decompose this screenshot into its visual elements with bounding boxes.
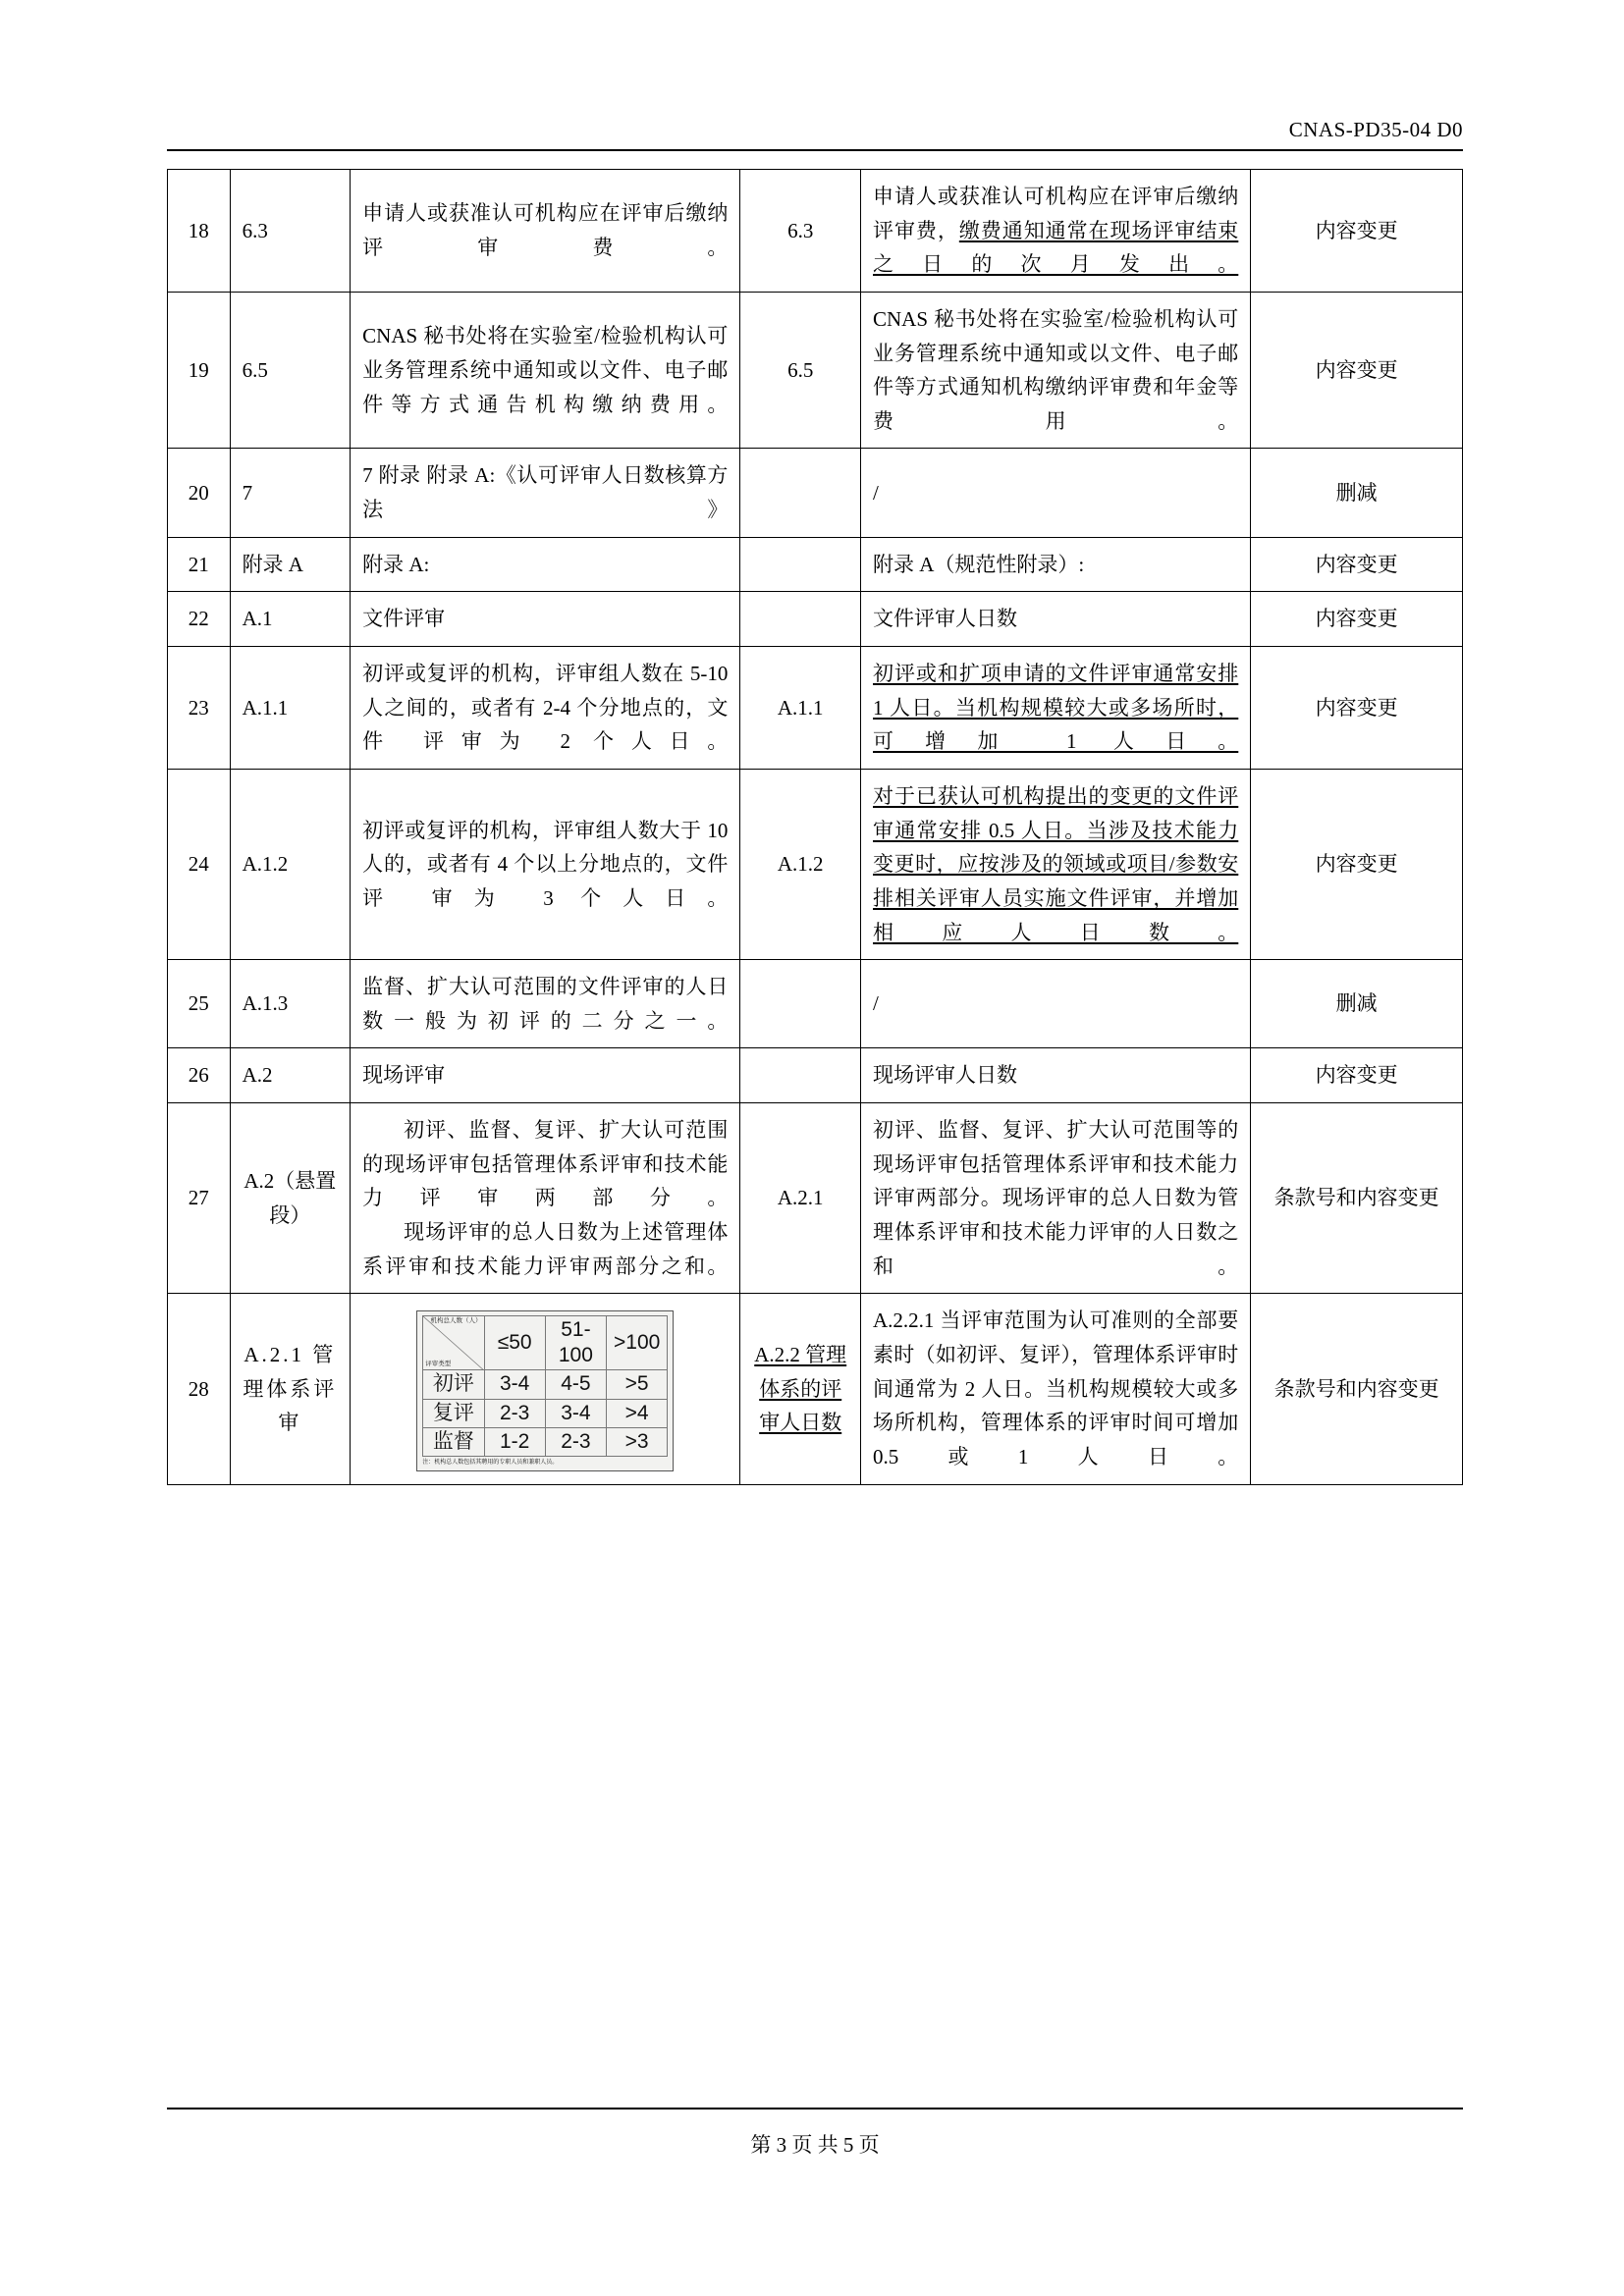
embedded-person-day-table bbox=[416, 1310, 674, 1471]
table-row bbox=[168, 592, 1463, 647]
new-clause-number bbox=[740, 537, 861, 592]
mini-table-note: 注：机构总人数包括其聘用的专职人员和兼职人员。 bbox=[422, 1460, 559, 1467]
new-content: 初评或和扩项申请的文件评审通常安排 1 人日。当机构规模较大或多场所时，可增加 1 人日。 bbox=[861, 647, 1251, 770]
row-number: 26 bbox=[168, 1048, 231, 1103]
new-clause-number bbox=[740, 1048, 861, 1103]
table-row bbox=[168, 449, 1463, 537]
mini-cell: 2-3 bbox=[545, 1427, 606, 1456]
new-clause-number: A.1.1 bbox=[740, 647, 861, 770]
new-content-revised: 缴费通知通常在现场评审结束之日的次月发出。 bbox=[873, 218, 1239, 277]
old-content: CNAS 秘书处将在实验室/检验机构认可业务管理系统中通知或以文件、电子邮件等方式通告机构缴纳费用。 bbox=[351, 292, 740, 449]
old-content-paragraph-1: 初评、监督、复评、扩大认可范围的现场评审包括管理体系评审和技术能力评审两部分。 bbox=[362, 1118, 729, 1210]
new-content: / bbox=[861, 449, 1251, 537]
table-row bbox=[168, 292, 1463, 449]
old-clause-number: A.1.3 bbox=[230, 960, 351, 1048]
old-clause-number: A.1.2 bbox=[230, 769, 351, 959]
table-row bbox=[168, 769, 1463, 959]
change-type: 删减 bbox=[1251, 449, 1463, 537]
footer-divider bbox=[167, 2108, 1463, 2109]
row-number: 28 bbox=[168, 1294, 231, 1484]
mini-row-label: 初评 bbox=[423, 1370, 484, 1399]
mini-col-header: 51-100 bbox=[545, 1315, 606, 1370]
old-clause-number: 7 bbox=[230, 449, 351, 537]
row-number: 21 bbox=[168, 537, 231, 592]
revision-comparison-table bbox=[167, 169, 1463, 1485]
old-content: 文件评审 bbox=[351, 592, 740, 647]
new-content: CNAS 秘书处将在实验室/检验机构认可业务管理系统中通知或以文件、电子邮件等方式通知机构缴纳评审费和年金等费用。 bbox=[861, 292, 1251, 449]
row-number: 19 bbox=[168, 292, 231, 449]
table-row bbox=[168, 647, 1463, 770]
old-clause-number: A.2（悬置段） bbox=[230, 1103, 351, 1294]
new-clause-number: 6.5 bbox=[740, 292, 861, 449]
row-number: 25 bbox=[168, 960, 231, 1048]
table-corner-header bbox=[423, 1315, 484, 1370]
mini-cell: 4-5 bbox=[545, 1370, 606, 1399]
change-type: 内容变更 bbox=[1251, 769, 1463, 959]
change-type: 删减 bbox=[1251, 960, 1463, 1048]
new-content: 附录 A（规范性附录）: bbox=[861, 537, 1251, 592]
old-clause-number: 6.3 bbox=[230, 170, 351, 293]
change-type: 内容变更 bbox=[1251, 292, 1463, 449]
row-number: 18 bbox=[168, 170, 231, 293]
mini-cell: 1-2 bbox=[484, 1427, 545, 1456]
header-divider bbox=[167, 149, 1463, 151]
new-clause-number: A.2.1 bbox=[740, 1103, 861, 1294]
mini-col-header: ≤50 bbox=[484, 1315, 545, 1370]
mini-cell: 3-4 bbox=[545, 1399, 606, 1427]
old-content-figure bbox=[351, 1294, 740, 1484]
change-type: 条款号和内容变更 bbox=[1251, 1294, 1463, 1484]
change-type: 内容变更 bbox=[1251, 647, 1463, 770]
row-number: 22 bbox=[168, 592, 231, 647]
change-type: 内容变更 bbox=[1251, 1048, 1463, 1103]
table-row bbox=[168, 1048, 1463, 1103]
mini-cell: >5 bbox=[607, 1370, 668, 1399]
new-content: 现场评审人日数 bbox=[861, 1048, 1251, 1103]
new-clause-number bbox=[740, 592, 861, 647]
page-footer: 第 3 页 共 5 页 bbox=[750, 2133, 880, 2157]
row-number: 20 bbox=[168, 449, 231, 537]
old-content: 附录 A: bbox=[351, 537, 740, 592]
old-content-paragraph-2: 现场评审的总人日数为上述管理体系评审和技术能力评审两部分之和。 bbox=[362, 1220, 729, 1278]
mini-cell: 2-3 bbox=[484, 1399, 545, 1427]
mini-cell: >4 bbox=[607, 1399, 668, 1427]
change-type: 内容变更 bbox=[1251, 537, 1463, 592]
mini-cell: >3 bbox=[607, 1427, 668, 1456]
row-number: 27 bbox=[168, 1103, 231, 1294]
change-type: 条款号和内容变更 bbox=[1251, 1103, 1463, 1294]
old-clause-number: 6.5 bbox=[230, 292, 351, 449]
table-row bbox=[168, 170, 1463, 293]
old-content: 申请人或获准认可机构应在评审后缴纳评审费。 bbox=[351, 170, 740, 293]
new-content: 对于已获认可机构提出的变更的文件评审通常安排 0.5 人日。当涉及技术能力变更时，应按涉及的领域或项目/参数安排相关评审人员实施文件评审，并增加相应人日数。 bbox=[861, 769, 1251, 959]
new-content-plain: 申请人或获准认可机构应在评审后缴纳评审费， bbox=[873, 185, 1239, 242]
change-type: 内容变更 bbox=[1251, 170, 1463, 293]
mini-cell: 3-4 bbox=[484, 1370, 545, 1399]
page-header-code: CNAS-PD35-04 D0 bbox=[1288, 118, 1463, 141]
new-clause-number: A.1.2 bbox=[740, 769, 861, 959]
old-content: 7 附录 附录 A:《认可评审人日数核算方法》 bbox=[351, 449, 740, 537]
table-row bbox=[168, 960, 1463, 1048]
old-clause-number: A.2 bbox=[230, 1048, 351, 1103]
old-clause-number: 附录 A bbox=[230, 537, 351, 592]
old-clause-number: A.2.1 管理体系评审 bbox=[230, 1294, 351, 1484]
table-row bbox=[168, 1103, 1463, 1294]
old-content: 初评或复评的机构，评审组人数在 5-10 人之间的，或者有 2-4 个分地点的，文件 评审为 2 个人日。 bbox=[351, 647, 740, 770]
mini-col-header: >100 bbox=[607, 1315, 668, 1370]
new-content: A.2.2.1 当评审范围为认可准则的全部要素时（如初评、复评），管理体系评审时间通常为 2 人日。当机构规模较大或多场所机构，管理体系的评审时间可增加0.5或1人日。 bbox=[861, 1294, 1251, 1484]
old-content bbox=[351, 1103, 740, 1294]
new-clause-number bbox=[740, 449, 861, 537]
old-clause-number: A.1 bbox=[230, 592, 351, 647]
new-content bbox=[861, 170, 1251, 293]
mini-row-label: 复评 bbox=[423, 1399, 484, 1427]
new-clause-number: 6.3 bbox=[740, 170, 861, 293]
old-content: 初评或复评的机构，评审组人数大于 10 人的，或者有 4 个以上分地点的，文件评 审为 3 个人日。 bbox=[351, 769, 740, 959]
mini-row-label: 监督 bbox=[423, 1427, 484, 1456]
old-content: 现场评审 bbox=[351, 1048, 740, 1103]
new-content: 文件评审人日数 bbox=[861, 592, 1251, 647]
table-row bbox=[168, 1294, 1463, 1484]
corner-label-rows: 评审类型 bbox=[425, 1361, 452, 1368]
new-clause-number: A.2.2 管理体系的评审人日数 bbox=[740, 1294, 861, 1484]
corner-label-columns: 机构总人数（人） bbox=[430, 1316, 482, 1324]
old-content: 监督、扩大认可范围的文件评审的人日数一般为初评的二分之一。 bbox=[351, 960, 740, 1048]
table-row bbox=[168, 537, 1463, 592]
row-number: 23 bbox=[168, 647, 231, 770]
new-clause-number bbox=[740, 960, 861, 1048]
old-clause-number: A.1.1 bbox=[230, 647, 351, 770]
change-type: 内容变更 bbox=[1251, 592, 1463, 647]
new-content: / bbox=[861, 960, 1251, 1048]
new-content: 初评、监督、复评、扩大认可范围等的现场评审包括管理体系评审和技术能力评审两部分。现场评审的总人日数为管理体系评审和技术能力评审的人日数之和。 bbox=[861, 1103, 1251, 1294]
row-number: 24 bbox=[168, 769, 231, 959]
